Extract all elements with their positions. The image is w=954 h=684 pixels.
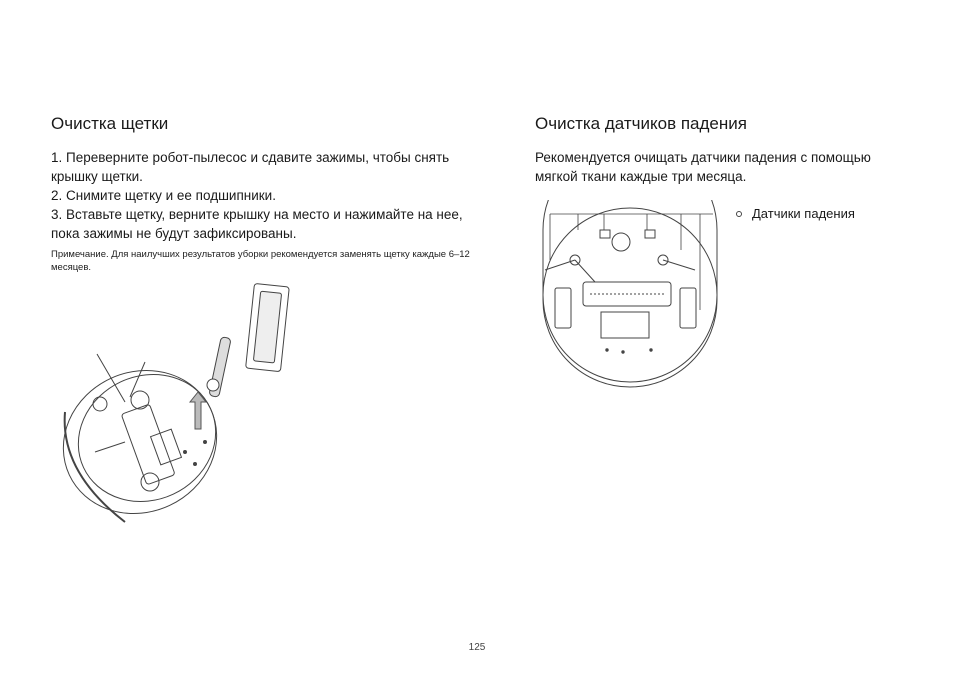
side-brush-3 (95, 442, 125, 452)
cliff-sensor-section (535, 114, 915, 186)
page-number: 125 (468, 642, 486, 653)
step-1: 1. Переверните робот-пылесос и сдавите зажимы, чтобы снять крышку щетки. (51, 150, 450, 184)
cliff-sensor-label: Датчики падения (752, 206, 855, 221)
robot-side-edge (65, 412, 125, 522)
cliff-sensor-callout (736, 206, 855, 221)
robot-body (55, 346, 240, 532)
brush-removal-illustration (55, 282, 305, 532)
cliff-sensor-illustration (535, 200, 725, 395)
robot-outline (543, 208, 717, 382)
battery-cover (151, 429, 182, 465)
wheel-bottom (141, 473, 159, 491)
wheel-top (131, 391, 149, 409)
step-2: 2. Снимите щетку и ее подшипники. (51, 188, 276, 203)
bullet-dot-icon (736, 211, 742, 217)
brush-cleaning-steps (51, 148, 481, 243)
left-wheel (555, 288, 571, 328)
brush-cleaning-section (51, 114, 481, 274)
robot-inner-rim (57, 352, 236, 524)
step-3: 3. Вставьте щетку, верните крышку на место и нажимайте на нее, пока зажимы не будут зафиксированы. (51, 207, 463, 241)
sensor-circle (93, 397, 107, 411)
brush-cleaning-title: Очистка щетки (51, 114, 169, 133)
cliff-sensor-title: Очистка датчиков падения (535, 114, 747, 133)
brush-note: Примечание. Для наилучших результатов уборки рекомендуется заменять щетку каждые 6–12 месяцев. (51, 249, 470, 273)
main-brush (207, 337, 231, 398)
caster-wheel (612, 233, 630, 251)
right-wheel (680, 288, 696, 328)
cliff-sensor-intro: Рекомендуется очищать датчики падения с помощью мягкой ткани каждые три месяца. (535, 150, 871, 184)
brush-cover (246, 283, 290, 371)
battery-panel (601, 312, 649, 338)
